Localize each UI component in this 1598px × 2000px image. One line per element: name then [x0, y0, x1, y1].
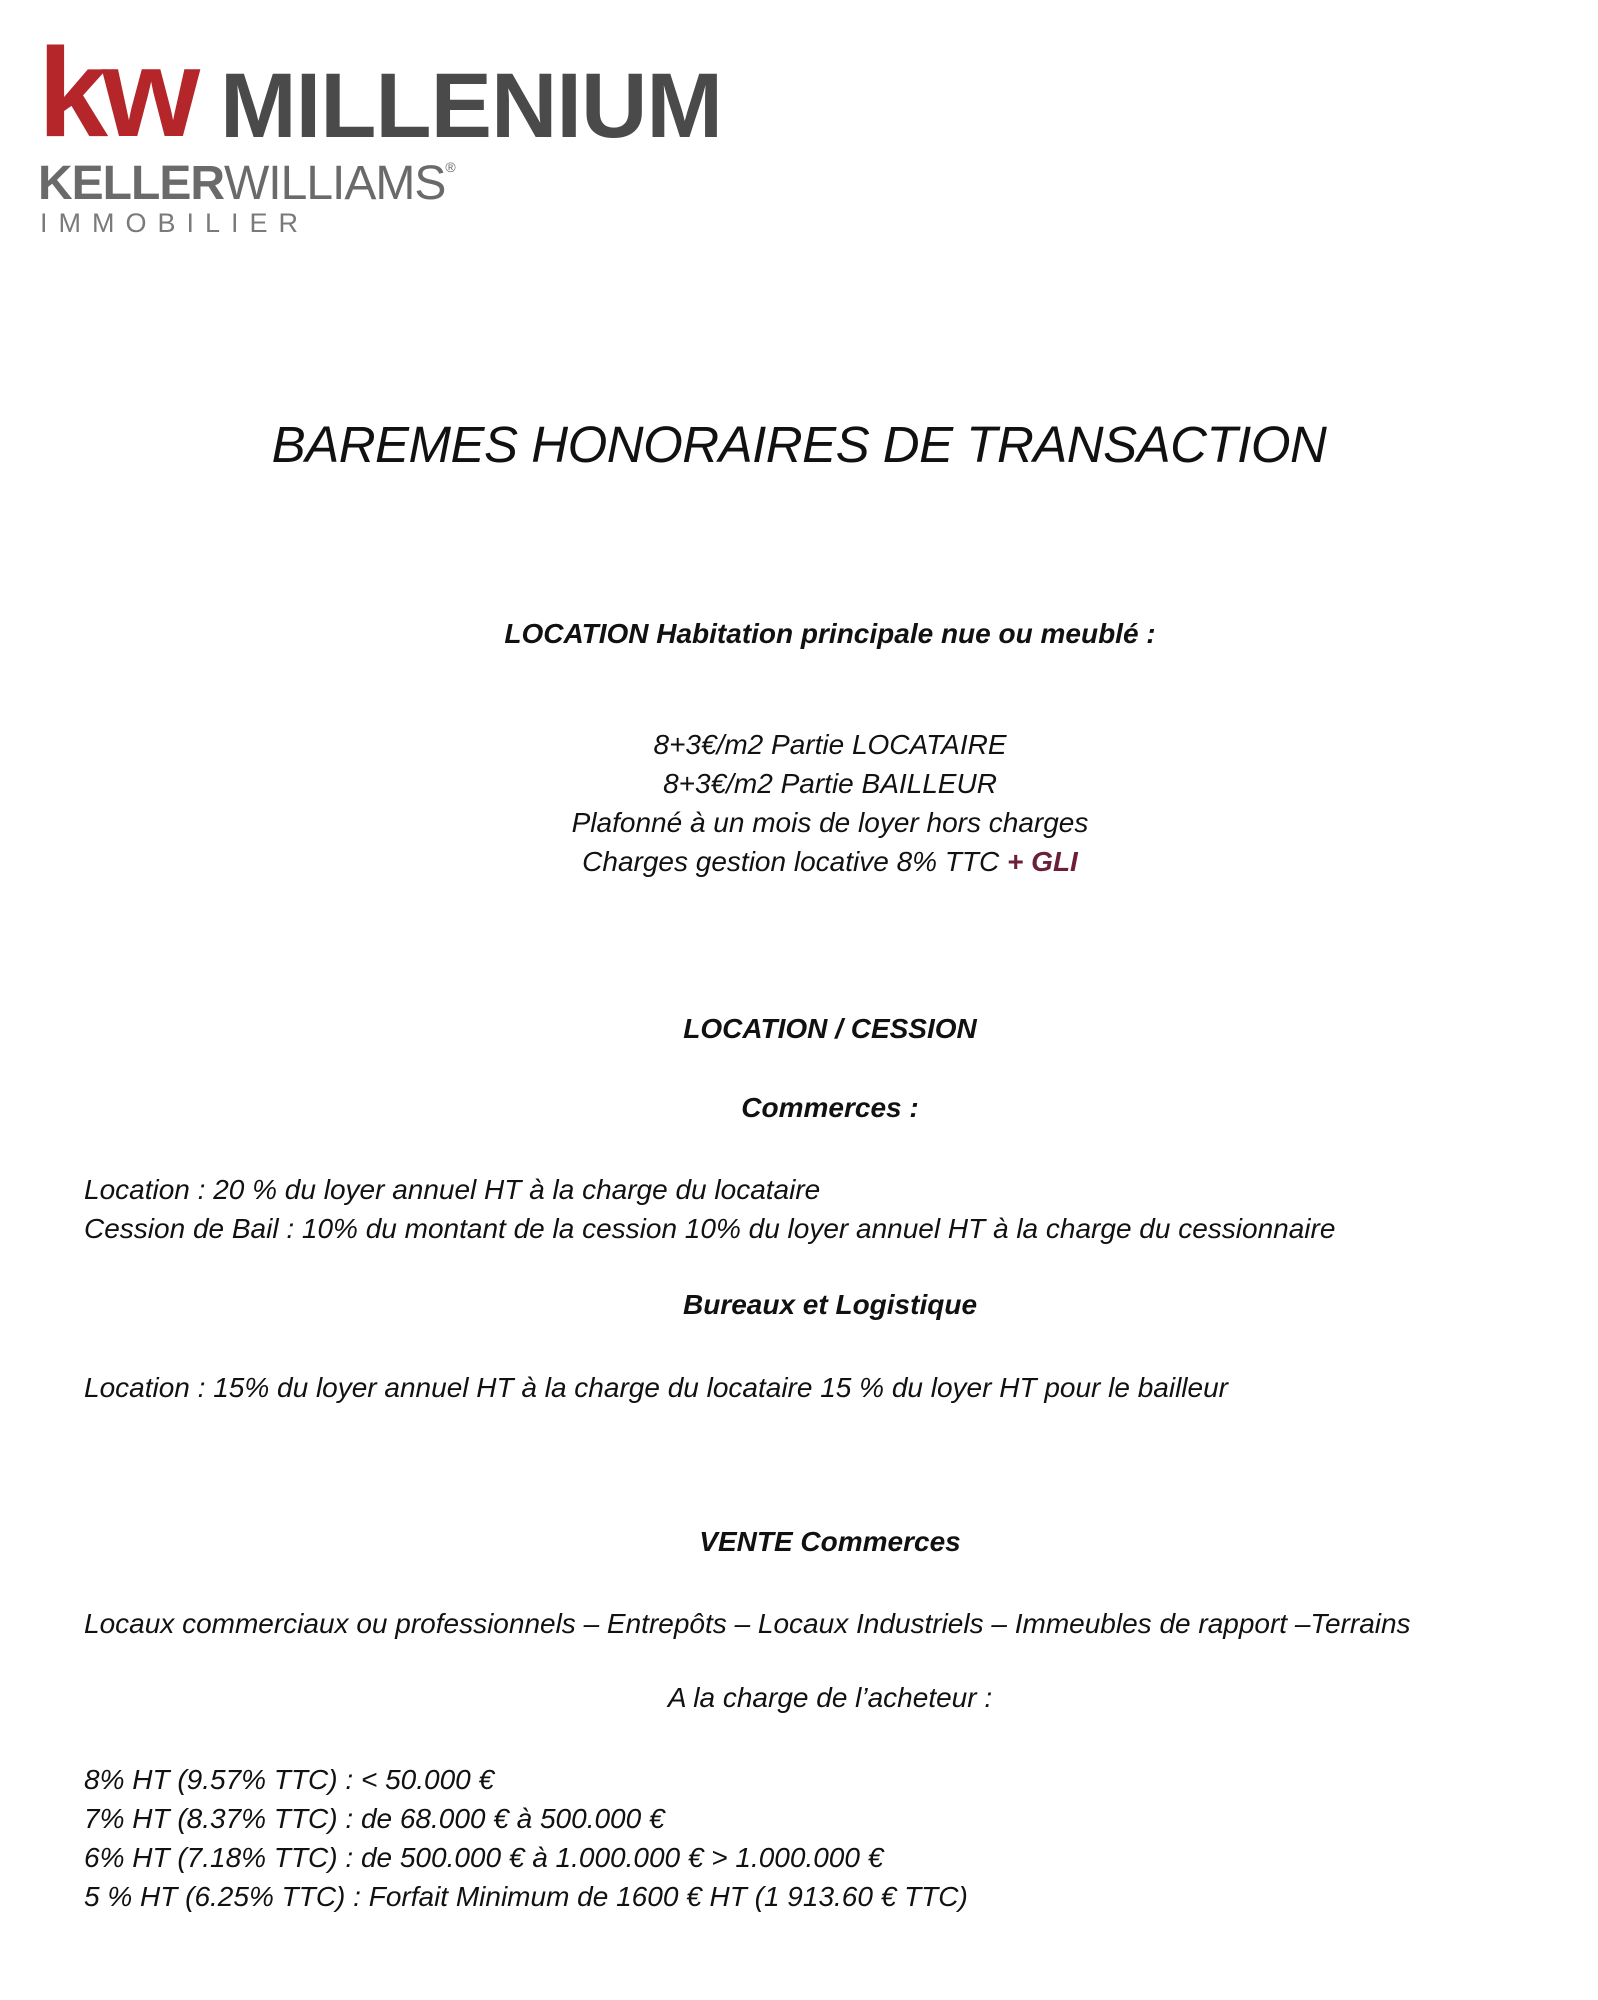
logo-keller-williams [38, 157, 455, 210]
bureaux-line [84, 1368, 1228, 1407]
vente-charge: A la charge de l’acheteur : [667, 1682, 993, 1713]
logo-immobilier: IMMOBILIER [40, 208, 310, 238]
vente-tier-4: 5 % HT (6.25% TTC) : Forfait Minimum de 1600 € HT (1 913.60 € TTC) [84, 1881, 968, 1912]
logo-millenium: MILLENIUM [220, 55, 723, 157]
location-cession-heading: LOCATION / CESSION [683, 1013, 977, 1044]
commerces-line-cession: Cession de Bail : 10% du montant de la cession 10% du loyer annuel HT à la charge du cessionnaire [84, 1213, 1336, 1244]
logo-kw: kw [38, 22, 195, 163]
habitation-line-bailleur: 8+3€/m2 Partie BAILLEUR [663, 768, 997, 799]
vente-tiers [84, 1760, 968, 1916]
habitation-line-charges [0, 842, 1598, 881]
vente-heading: VENTE Commerces [699, 1526, 961, 1557]
page-title: BAREMES HONORAIRES DE TRANSACTION [271, 416, 1327, 473]
vente-tier-2: 7% HT (8.37% TTC) : de 68.000 € à 500.000 € [84, 1803, 665, 1834]
bureaux-line-location: Location : 15% du loyer annuel HT à la charge du locataire 15 % du loyer HT pour le bailleur [84, 1372, 1228, 1403]
vente-types-text: Locaux commerciaux ou professionnels – Entrepôts – Locaux Industriels – Immeubles de rapport –Terrains [84, 1608, 1411, 1639]
logo-williams: WILLIAMS [224, 157, 446, 210]
habitation-line-plafond: Plafonné à un mois de loyer hors charges [571, 807, 1089, 838]
bureaux-heading: Bureaux et Logistique [682, 1289, 978, 1320]
habitation-heading: LOCATION Habitation principale nue ou meublé : [504, 618, 1156, 649]
commerces-lines [84, 1170, 1335, 1248]
habitation-line-locataire: 8+3€/m2 Partie LOCATAIRE [653, 729, 1007, 760]
habitation-gli: + GLI [1007, 846, 1078, 877]
vente-types [84, 1604, 1411, 1643]
habitation-lines [0, 725, 1598, 881]
logo-keller: KELLER [38, 157, 224, 210]
commerces-line-location: Location : 20 % du loyer annuel HT à la charge du locataire [84, 1174, 821, 1205]
logo-registered-mark: ® [445, 159, 455, 175]
vente-tier-1: 8% HT (9.57% TTC) : < 50.000 € [84, 1764, 495, 1795]
keller-williams-logo [38, 22, 758, 240]
vente-tier-3: 6% HT (7.18% TTC) : de 500.000 € à 1.000.000 € > 1.000.000 € [84, 1842, 884, 1873]
habitation-charges-text: Charges gestion locative 8% TTC [582, 846, 1000, 877]
commerces-heading: Commerces : [741, 1092, 919, 1123]
